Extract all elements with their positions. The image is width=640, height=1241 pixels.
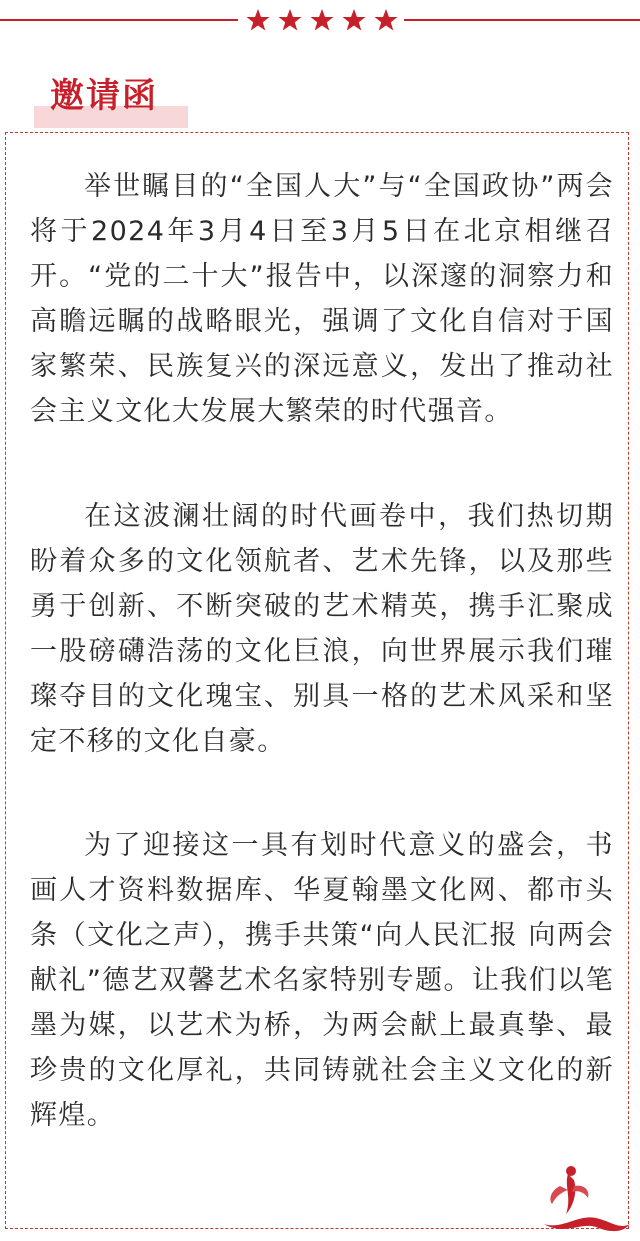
star-icon (310, 8, 334, 32)
star-icon (246, 8, 270, 32)
ribbon-figure-icon (538, 1164, 634, 1236)
star-icon (342, 8, 366, 32)
ornament-line-left (0, 19, 238, 21)
paragraph-intro: 举世瞩目的“全国人大”与“全国政协”两会将于2024年3月4日至3月5日在北京相继召开。“党的二十大”报告中，以深邃的洞察力和高瞻远瞩的战略眼光，强调了文化自信对于国家繁荣、民族复兴的深远意义，发出了推动社会主义文化大发展大繁荣的时代强音。 (30, 171, 614, 427)
star-icon (374, 8, 398, 32)
star-row (246, 4, 398, 36)
paragraph-appeal: 在这波澜壮阔的时代画卷中，我们热切期盼着众多的文化领航者、艺术先锋，以及那些勇于创新、不断突破的艺术精英，携手汇聚成一股磅礴浩荡的文化巨浪，向世界展示我们璀璨夺目的文化瑰宝、别具一格的艺术风采和坚定不移的文化自豪。 (30, 501, 614, 757)
page-title: 邀请函 (50, 76, 158, 116)
heading-block (34, 76, 188, 128)
paragraph-initiative: 为了迎接这一具有划时代意义的盛会，书画人才资料数据库、华夏翰墨文化网、都市头条（文化之声），携手共策“向人民汇报 向两会献礼”德艺双馨艺术名家特别专题。让我们以笔墨为媒，以艺术为桥，为两会献上最真挚、最珍贵的文化厚礼，共同铸就社会主义文化的新辉煌。 (30, 830, 614, 1131)
ornament-line-right (404, 19, 640, 21)
top-ornament (0, 0, 640, 40)
star-icon (278, 8, 302, 32)
